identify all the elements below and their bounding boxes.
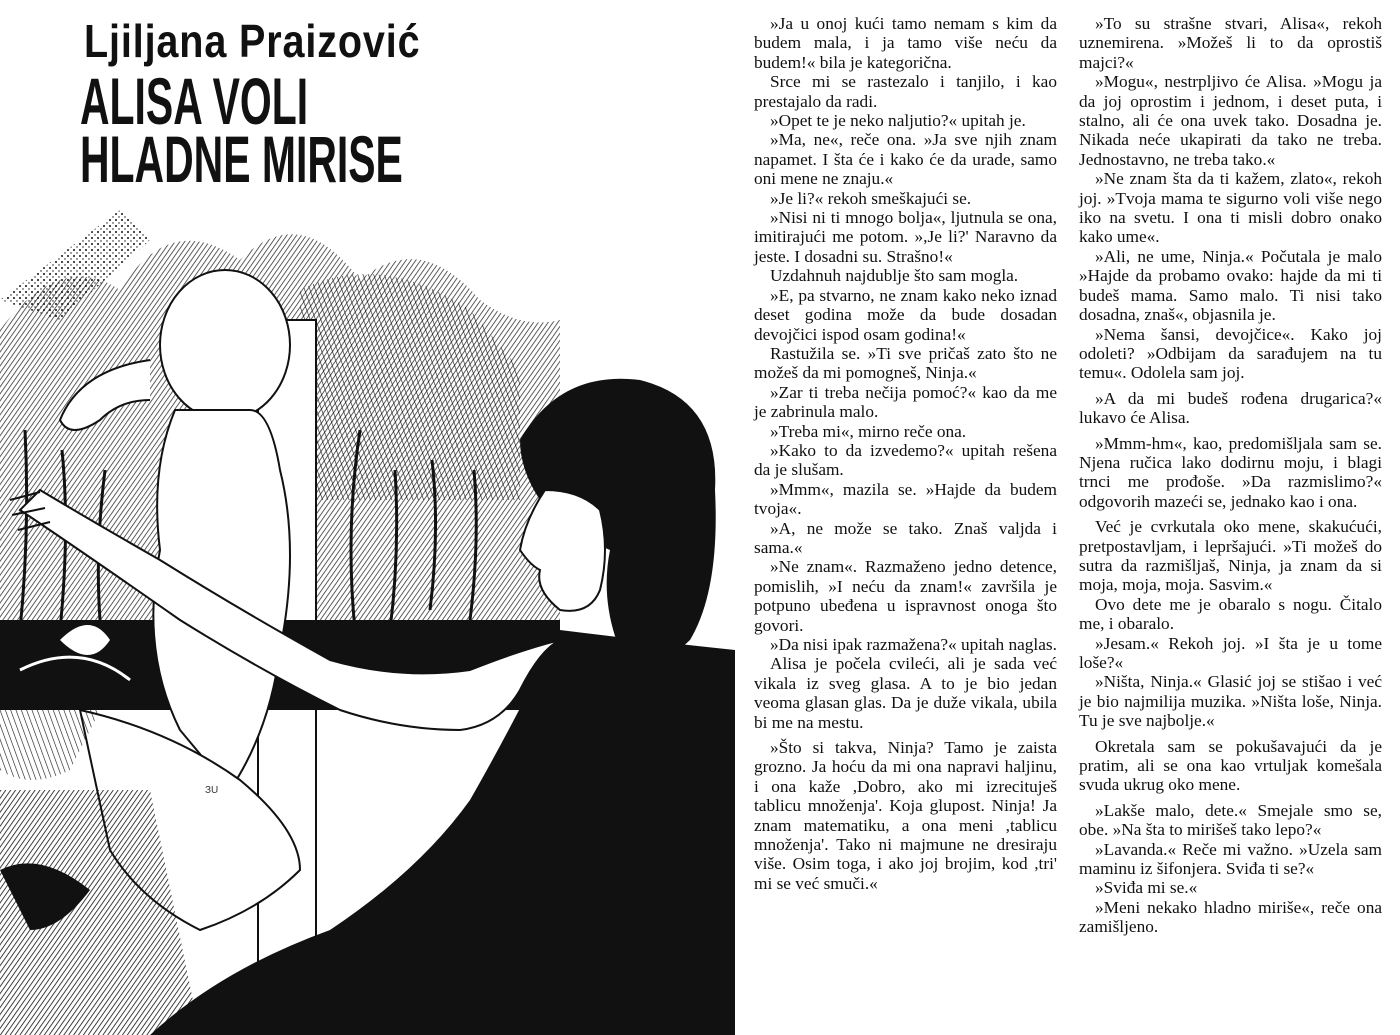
paragraph: »Ma, ne«, reče ona. »Ja sve njih znam napamet. I šta će i kako će da urade, samo oni mene ne znaju.«: [754, 130, 1057, 189]
paragraph: »A, ne može se tako. Znaš valjda i sama.«: [754, 518, 1057, 557]
paragraph: »Je li?« rekoh smeškajući se.: [770, 188, 972, 208]
paragraph: Srce mi se rastezalo i tanjilo, i kao prestajalo da radi.: [754, 72, 1057, 111]
paragraph: »Ja u onoj kući tamo nemam s kim da budem mala, i ja tamo više neću da budem!« bila je kategorična.: [754, 14, 1057, 72]
paragraph: »Lavanda.« Reče mi važno. »Uzela sam maminu iz šifonjera. Sviđa ti se?«: [1079, 839, 1382, 879]
text-column-2: [1079, 14, 1382, 937]
title-line-1: ALISA VOLI: [80, 64, 309, 138]
paragraph: Već je cvrkutala oko mene, skakućući, pretpostavljam, i lepršajući. »Ti možeš do sutra da razmišljaš, Ninja, ja znam da si moja, moja, moja. Sasvim.«: [1079, 517, 1382, 595]
paragraph: »Lakše malo, dete.« Smejale smo se, obe. »Na šta to mirišeš tako lepo?«: [1079, 800, 1382, 840]
paragraph: »A da mi budeš rođena drugarica?« lukavo će Alisa.: [1079, 388, 1382, 428]
paragraph: »Treba mi«, mirno reče ona.: [770, 421, 967, 441]
paragraph: »Mmm«, mazila se. »Hajde da budem tvoja«.: [754, 479, 1057, 519]
paragraph: »Mogu«, nestrpljivo će Alisa. »Mogu ja da joj oprostim i jednom, i deset puta, i stalno, ali će ona uvek tako. Dosadna je. Nikada neće ukapirati da tako ne treba. Jednostavno, ne treba tako.«: [1079, 72, 1382, 169]
paragraph: »Kako to da izvedemo?« upitah rešena da je slušam.: [754, 440, 1057, 480]
paragraph: »Ne znam šta da ti kažem, zlato«, rekoh joj. »Tvoja mama te sigurno voli više nego iko na svetu. I ona ti misli dobro onako kako ume«.: [1079, 169, 1382, 247]
paragraph: »Da nisi ipak razmažena?« upitah naglas.: [770, 635, 1057, 654]
paragraph: »To su strašne stvari, Alisa«, rekoh uznemirena. »Možeš li to da oprostiš majci?«: [1079, 14, 1382, 72]
text-column-1: [754, 14, 1057, 893]
paragraph: »Meni nekako hladno miriše«, reče ona zamišljeno.: [1079, 897, 1382, 937]
author-name: Ljiljana Praizović: [84, 15, 421, 67]
paragraph: »Jesam.« Rekoh joj. »I šta je u tome loše?«: [1079, 633, 1382, 672]
illustration: [0, 170, 735, 1035]
title-line-2: HLADNE MIRISE: [80, 122, 403, 196]
paragraph: Ovo dete me je obaralo s nogu. Čitalo me, i obaralo.: [1079, 594, 1382, 634]
illustration-mark: ЗU: [205, 785, 219, 796]
paragraph: Uzdahnuh najdublje što sam mogla.: [770, 266, 1019, 286]
paragraph: »Nema šansi, devojčice«. Kako joj odoleti? »Odbijam da sarađujem na tu temu«. Odolela sam joj.: [1079, 324, 1382, 383]
paragraph: Okretala sam se pokušavajući da je pratim, ali se ona kao vrtuljak komešala svuda ukrug oko mene.: [1079, 736, 1382, 795]
paragraph: »Ali, ne ume, Ninja.« Počutala je malo »Hajde da probamo ovako: hajde da mi ti budeš mama. Samo malo. Ti nisi tako dosadna, znaš«, objasnila je.: [1079, 246, 1382, 325]
paragraph: »Što si takva, Ninja? Tamo je zaista grozno. Ja hoću da mi ona napravi haljinu, i ona kaže ,Dobro, ako mi izrecituješ tablicu množenja'. Koja glupost. Ninja! Ja znam matematiku, a ona meni ,tablicu množenja'. Tako ni majmune ne dresiraju više. Osim toga, i ako joj brojim, kod ,tri' mi se već smuči.«: [754, 738, 1057, 893]
paragraph: »Ne znam«. Razmaženo jedno detence, pomislih, »I neću da znam!« završila je potpuno ubeđena u ispravnost onoga što govori.: [754, 557, 1057, 635]
paragraph: Rastužila se. »Ti sve pričaš zato što ne možeš da mi pomogneš, Ninja.«: [754, 343, 1057, 383]
paragraph: »Mmm-hm«, kao, predomišljala sam se. Njena ručica lako dodirnu moju, i blagi trnci me prođoše. »Da razmislimo?« odgovorih mazeći se, jednako kao i ona.: [1079, 433, 1382, 511]
paragraph: »Nisi ni ti mnogo bolja«, ljutnula se ona, imitirajući me potom. »,Je li?' Naravno da jeste. I dosadni su. Strašno!«: [754, 208, 1057, 266]
paragraph: »Ništa, Ninja.« Glasić joj se stišao i već je bio najmilija muzika. »Ništa loše, Ninja. Tu je sve najbolje.«: [1079, 672, 1382, 731]
paragraph: »Zar ti treba nečija pomoć?« kao da me je zabrinula malo.: [754, 382, 1057, 422]
paragraph: »E, pa stvarno, ne znam kako neko iznad deset godina može da bude dosadan devojčici ispod osam godina!«: [754, 285, 1057, 344]
paragraph: »Opet te je neko naljutio?« upitah je.: [770, 111, 1026, 131]
paragraph: Alisa je počela cvileći, ali je sada već vikala iz sveg glasa. A to je bio jedan veoma glasan glas. Da je duže vikala, ubila bi me na mestu.: [754, 654, 1057, 732]
paragraph: »Sviđa mi se.«: [1095, 878, 1198, 898]
